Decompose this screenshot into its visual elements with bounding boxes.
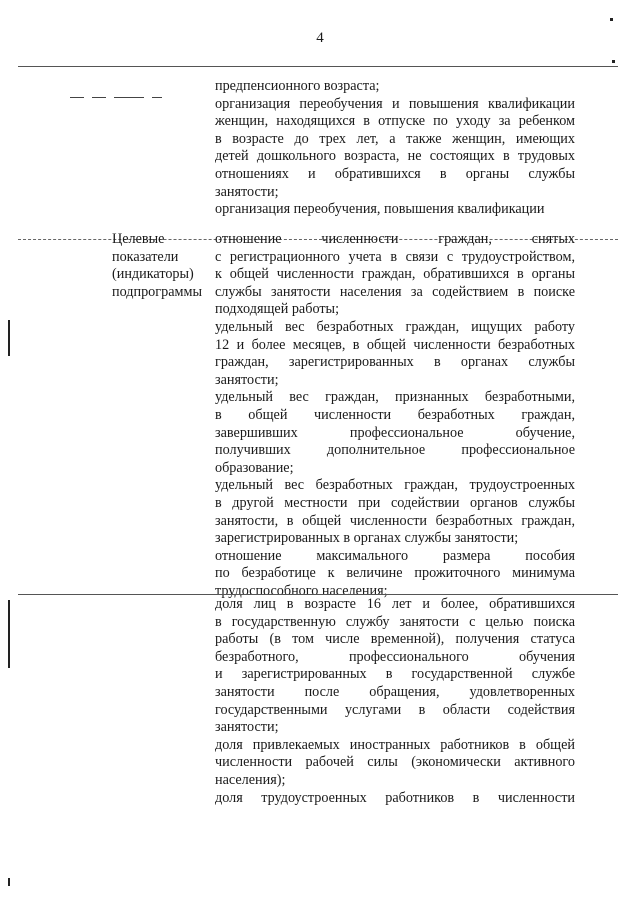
text-line: образование;	[215, 459, 294, 476]
left-cell-dash	[152, 97, 162, 98]
text-line: удельный вес граждан, признанных безработными,	[215, 389, 575, 406]
text-line: отношение максимального размера пособия	[215, 547, 575, 564]
text-line: удельный вес безработных граждан, ищущих работу	[215, 318, 575, 335]
row1-text	[215, 78, 575, 219]
text-line: доля привлекаемых иностранных работников в общей	[215, 736, 575, 753]
text-line: занятости;	[215, 371, 279, 388]
text-line: доля лиц в возрасте 16 лет и более, обратившихся	[215, 596, 575, 612]
text-line: с регистрационного учета в связи с трудоустройством,	[215, 248, 575, 265]
label-line: подпрограммы	[112, 283, 202, 300]
text-line: зарегистрированных в органах службы занятости;	[215, 530, 519, 547]
scan-mark	[8, 878, 10, 886]
row3-text	[215, 596, 575, 807]
text-line: удельный вес безработных граждан, трудоустроенных	[215, 477, 575, 494]
text-line: предпенсионного возраста;	[215, 78, 380, 94]
text-line: численности рабочей силы (экономически активного	[215, 754, 575, 771]
text-line: занятости;	[215, 719, 279, 736]
left-cell-dash	[114, 97, 144, 98]
text-line: и зарегистрированных в государственной службе	[215, 666, 575, 683]
text-line: граждан, зарегистрированных в органах службы	[215, 354, 575, 371]
table-top-border	[18, 66, 618, 67]
text-line: трудоспособного населения;	[215, 582, 388, 599]
text-line: населения);	[215, 771, 286, 788]
text-line: завершивших профессиональное обучение,	[215, 424, 575, 441]
text-line: работы (в том числе временной), получения статуса	[215, 631, 575, 648]
text-line: службы занятости населения за содействием в поиске	[215, 283, 575, 300]
text-line: в возрасте до трех лет, а также женщин, имеющих	[215, 130, 575, 147]
scan-mark	[8, 320, 10, 356]
text-line: к общей численности граждан, обратившихся в органы	[215, 266, 575, 283]
text-line: в государственную службу занятости с целью поиска	[215, 613, 575, 630]
text-line: отношениях и обратившихся в органы службы	[215, 165, 575, 182]
text-line: женщин, находящихся в отпуске по уходу за ребенком	[215, 113, 575, 130]
label-line: (индикаторы)	[112, 266, 194, 283]
scan-mark	[610, 18, 613, 21]
text-line: в другой местности при содействии органов службы	[215, 494, 575, 511]
label-line: показатели	[112, 248, 179, 265]
text-line: занятости;	[215, 183, 279, 200]
text-line: занятости после обращения, удовлетворенных	[215, 683, 575, 700]
row2-label	[112, 231, 212, 301]
scan-mark	[8, 600, 10, 668]
row-divider-2	[18, 594, 618, 595]
text-line: доля трудоустроенных работников в численности	[215, 789, 575, 806]
text-line: государственными услугами в области содействия	[215, 701, 575, 718]
scan-mark	[612, 60, 615, 63]
text-line: по безработице к величине прожиточного минимума	[215, 565, 575, 582]
text-line: подходящей работы;	[215, 301, 340, 318]
text-line: занятости, в общей численности безработных граждан,	[215, 512, 575, 529]
text-line: отношение численности граждан, снятых	[215, 231, 575, 247]
label-line: Целевые	[112, 231, 165, 247]
text-line: 12 и более месяцев, в общей численности безработных	[215, 336, 575, 353]
text-line: безработного, профессионального обучения	[215, 648, 575, 665]
row2-text	[215, 231, 575, 600]
text-line: в общей численности безработных граждан,	[215, 406, 575, 423]
text-line: детей дошкольного возраста, не состоящих в трудовых	[215, 148, 575, 165]
text-line: организация переобучения, повышения квалификации	[215, 201, 545, 218]
left-cell-dash	[92, 97, 106, 98]
text-line: получивших дополнительное профессиональное	[215, 442, 575, 459]
text-line: организация переобучения и повышения квалификации	[215, 95, 575, 112]
page-number: 4	[316, 30, 324, 46]
left-cell-dash	[70, 97, 84, 98]
